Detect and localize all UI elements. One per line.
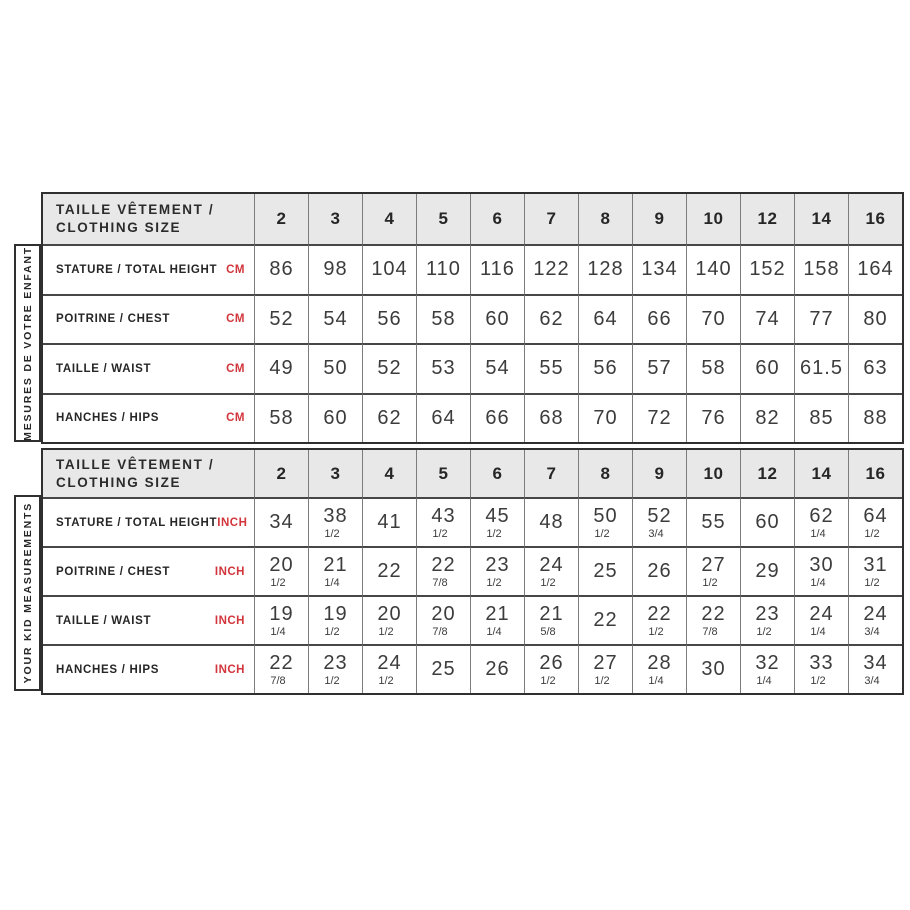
row-label-cell xyxy=(43,595,254,644)
unit-label: CM xyxy=(226,412,245,425)
value-cell xyxy=(578,644,632,693)
value-text: 50 xyxy=(323,357,348,380)
value-cell xyxy=(632,497,686,546)
value-cell xyxy=(524,244,578,294)
value-text: 52 xyxy=(269,307,294,330)
unit-label: INCH xyxy=(214,565,245,578)
value-cell xyxy=(362,546,416,595)
value-text: 22 xyxy=(377,560,402,582)
value-cell xyxy=(308,546,362,595)
unit-label: INCH xyxy=(214,663,245,676)
size-column-header: 14 xyxy=(794,194,848,244)
row-label-cell xyxy=(43,497,254,546)
value-text: 60 xyxy=(755,357,780,380)
value-cell xyxy=(686,343,740,393)
value-cell xyxy=(362,294,416,344)
value-text: 33 1/2 xyxy=(809,652,834,687)
value-text: 30 xyxy=(701,658,726,680)
value-text: 164 xyxy=(857,258,894,281)
value-cell xyxy=(578,497,632,546)
value-cell xyxy=(362,595,416,644)
value-text: 60 xyxy=(323,406,348,429)
size-column-header: 5 xyxy=(416,194,470,244)
size-column-header: 9 xyxy=(632,450,686,497)
value-cell xyxy=(308,393,362,443)
value-fraction: 1/4 xyxy=(756,675,772,687)
value-cell xyxy=(794,294,848,344)
value-text: 27 1/2 xyxy=(593,652,618,687)
value-text: 43 1/2 xyxy=(431,505,456,540)
value-cell xyxy=(686,546,740,595)
value-text: 22 xyxy=(593,609,618,631)
value-text: 58 xyxy=(431,307,456,330)
value-text: 19 1/2 xyxy=(323,603,348,638)
measurement-label: TAILLE / WAIST xyxy=(56,614,152,627)
value-cell xyxy=(632,546,686,595)
value-text: 85 xyxy=(809,406,834,429)
value-text: 26 xyxy=(647,560,672,582)
value-text: 34 xyxy=(269,511,294,533)
value-text: 30 1/4 xyxy=(809,554,834,589)
measurement-label: POITRINE / CHEST xyxy=(56,565,171,578)
unit-label: CM xyxy=(226,313,245,326)
value-text: 68 xyxy=(539,406,564,429)
size-column-header: 2 xyxy=(254,450,308,497)
value-text: 70 xyxy=(701,307,726,330)
row-label-cell xyxy=(43,294,254,344)
size-column-header: 3 xyxy=(308,194,362,244)
value-cell xyxy=(416,546,470,595)
value-cell xyxy=(524,343,578,393)
value-text: 23 1/2 xyxy=(485,554,510,589)
value-text: 28 1/4 xyxy=(647,652,672,687)
value-text: 22 7/8 xyxy=(269,652,294,687)
value-cell xyxy=(416,595,470,644)
value-text: 34 3/4 xyxy=(863,652,888,687)
header-line1: TAILLE VÊTEMENT / xyxy=(56,456,215,472)
unit-label: INCH xyxy=(214,614,245,627)
value-text: 72 xyxy=(647,406,672,429)
measurement-label: HANCHES / HIPS xyxy=(56,663,160,676)
value-cell xyxy=(308,595,362,644)
value-cell xyxy=(740,343,794,393)
row-label-cell xyxy=(43,393,254,443)
value-text: 25 xyxy=(593,560,618,582)
value-text: 70 xyxy=(593,406,618,429)
value-text: 55 xyxy=(701,511,726,533)
value-text: 20 7/8 xyxy=(431,603,456,638)
measurement-label: HANCHES / HIPS xyxy=(56,412,160,425)
value-text: 23 1/2 xyxy=(323,652,348,687)
value-text: 66 xyxy=(647,307,672,330)
size-column-header: 16 xyxy=(848,450,902,497)
value-text: 86 xyxy=(269,258,294,281)
value-text: 64 xyxy=(593,307,618,330)
value-cell xyxy=(524,595,578,644)
value-text: 158 xyxy=(803,258,840,281)
value-text: 58 xyxy=(701,357,726,380)
unit-label: CM xyxy=(226,362,245,375)
row-label-cell xyxy=(43,546,254,595)
value-cell xyxy=(686,294,740,344)
size-column-header: 7 xyxy=(524,450,578,497)
value-cell xyxy=(632,595,686,644)
value-text: 23 1/2 xyxy=(755,603,780,638)
value-fraction: 1/4 xyxy=(648,675,664,687)
value-cell xyxy=(470,595,524,644)
value-text: 64 xyxy=(431,406,456,429)
header-line2: CLOTHING SIZE xyxy=(56,220,182,235)
size-column-header: 2 xyxy=(254,194,308,244)
value-cell xyxy=(362,497,416,546)
value-cell xyxy=(254,244,308,294)
value-cell xyxy=(686,393,740,443)
value-text: 66 xyxy=(485,406,510,429)
value-fraction: 1/2 xyxy=(594,528,610,540)
value-cell xyxy=(794,595,848,644)
size-column-header: 10 xyxy=(686,194,740,244)
size-column-header: 6 xyxy=(470,194,524,244)
value-cell xyxy=(308,294,362,344)
size-column-header: 8 xyxy=(578,194,632,244)
value-cell xyxy=(470,497,524,546)
value-text: 24 1/2 xyxy=(377,652,402,687)
value-fraction: 1/2 xyxy=(594,675,610,687)
inch-section xyxy=(41,448,904,695)
value-cell xyxy=(308,244,362,294)
value-fraction: 1/2 xyxy=(324,675,340,687)
value-text: 128 xyxy=(587,258,624,281)
value-text: 116 xyxy=(480,258,515,281)
value-text: 77 xyxy=(809,307,834,330)
value-cell xyxy=(254,595,308,644)
row-label-cell xyxy=(43,644,254,693)
value-cell xyxy=(254,343,308,393)
value-cell xyxy=(362,343,416,393)
value-cell xyxy=(470,393,524,443)
header-line1: TAILLE VÊTEMENT / xyxy=(56,202,215,218)
size-column-header: 7 xyxy=(524,194,578,244)
value-fraction: 1/2 xyxy=(378,626,394,638)
value-cell xyxy=(794,343,848,393)
measurement-label: TAILLE / WAIST xyxy=(56,362,152,375)
value-text: 76 xyxy=(701,406,726,429)
value-fraction: 1/2 xyxy=(702,577,718,589)
value-text: 29 xyxy=(755,560,780,582)
value-text: 52 xyxy=(377,357,402,380)
value-text: 50 1/2 xyxy=(593,505,618,540)
value-cell xyxy=(632,244,686,294)
value-cell xyxy=(632,343,686,393)
side-label-box-inch xyxy=(14,495,41,691)
value-text: 122 xyxy=(533,258,570,281)
value-cell xyxy=(740,393,794,443)
value-fraction: 1/2 xyxy=(540,675,556,687)
value-cell xyxy=(254,393,308,443)
value-cell xyxy=(686,244,740,294)
value-cell xyxy=(794,244,848,294)
value-cell xyxy=(578,595,632,644)
value-text: 60 xyxy=(755,511,780,533)
value-cell xyxy=(416,497,470,546)
value-cell xyxy=(416,343,470,393)
value-fraction: 1/2 xyxy=(810,675,826,687)
value-text: 24 1/4 xyxy=(809,603,834,638)
value-cell xyxy=(254,644,308,693)
value-fraction: 1/4 xyxy=(810,528,826,540)
value-text: 19 1/4 xyxy=(269,603,294,638)
value-cell xyxy=(578,546,632,595)
header-line2: CLOTHING SIZE xyxy=(56,474,182,490)
value-text: 38 1/2 xyxy=(323,505,348,540)
value-cell xyxy=(686,644,740,693)
value-cell xyxy=(632,644,686,693)
side-label-inch-text: YOUR KID MEASUREMENTS xyxy=(21,502,34,684)
value-fraction: 1/2 xyxy=(864,528,880,540)
row-label-cell xyxy=(43,343,254,393)
value-text: 27 1/2 xyxy=(701,554,726,589)
value-cell xyxy=(416,644,470,693)
value-cell xyxy=(524,393,578,443)
value-cell xyxy=(362,644,416,693)
value-text: 20 1/2 xyxy=(377,603,402,638)
value-text: 63 xyxy=(863,357,888,380)
value-fraction: 3/4 xyxy=(864,675,880,687)
value-text: 21 1/4 xyxy=(323,554,348,589)
value-cell xyxy=(848,595,902,644)
value-cell xyxy=(848,546,902,595)
value-text: 62 xyxy=(539,307,564,330)
size-column-header: 16 xyxy=(848,194,902,244)
value-fraction: 1/2 xyxy=(324,626,340,638)
value-cell xyxy=(794,546,848,595)
value-cell xyxy=(686,595,740,644)
size-column-header: 4 xyxy=(362,194,416,244)
value-text: 25 xyxy=(431,658,456,680)
value-cell xyxy=(578,393,632,443)
value-fraction: 1/2 xyxy=(432,528,448,540)
value-cell xyxy=(848,343,902,393)
value-fraction: 1/2 xyxy=(378,675,394,687)
value-cell xyxy=(362,244,416,294)
value-cell xyxy=(578,244,632,294)
size-column-header: 12 xyxy=(740,194,794,244)
value-text: 82 xyxy=(755,406,780,429)
size-column-header: 3 xyxy=(308,450,362,497)
value-cell xyxy=(794,644,848,693)
side-label-box-cm xyxy=(14,244,41,442)
value-text: 32 1/4 xyxy=(755,652,780,687)
value-fraction: 1/4 xyxy=(810,626,826,638)
value-fraction: 1/2 xyxy=(486,577,502,589)
size-column-header: 4 xyxy=(362,450,416,497)
value-text: 58 xyxy=(269,406,294,429)
side-label-cm-text: MESURES DE VOTRE ENFANT xyxy=(21,245,34,441)
value-fraction: 1/2 xyxy=(324,528,340,540)
value-text: 64 1/2 xyxy=(863,505,888,540)
value-cell xyxy=(308,343,362,393)
value-fraction: 1/2 xyxy=(756,626,772,638)
value-text: 62 1/4 xyxy=(809,505,834,540)
value-cell xyxy=(686,497,740,546)
value-fraction: 1/4 xyxy=(324,577,340,589)
size-column-header: 8 xyxy=(578,450,632,497)
value-fraction: 1/4 xyxy=(486,626,502,638)
value-text: 22 7/8 xyxy=(701,603,726,638)
value-text: 20 1/2 xyxy=(269,554,294,589)
size-column-header: 9 xyxy=(632,194,686,244)
value-cell xyxy=(416,244,470,294)
value-cell xyxy=(848,393,902,443)
value-fraction: 5/8 xyxy=(540,626,556,638)
value-cell xyxy=(848,644,902,693)
value-fraction: 3/4 xyxy=(648,528,664,540)
value-text: 24 3/4 xyxy=(863,603,888,638)
value-fraction: 1/2 xyxy=(486,528,502,540)
value-text: 53 xyxy=(431,357,456,380)
value-cell xyxy=(578,343,632,393)
value-text: 49 xyxy=(269,357,294,380)
value-text: 60 xyxy=(485,307,510,330)
size-column-header: 6 xyxy=(470,450,524,497)
value-cell xyxy=(416,294,470,344)
value-cell xyxy=(524,497,578,546)
value-cell xyxy=(740,244,794,294)
value-fraction: 3/4 xyxy=(864,626,880,638)
value-cell xyxy=(362,393,416,443)
value-text: 41 xyxy=(377,511,402,533)
size-column-header: 12 xyxy=(740,450,794,497)
value-text: 31 1/2 xyxy=(863,554,888,589)
value-cell xyxy=(740,497,794,546)
value-cell xyxy=(740,546,794,595)
size-column-header: 5 xyxy=(416,450,470,497)
value-text: 98 xyxy=(323,258,348,281)
value-cell xyxy=(254,497,308,546)
value-cell xyxy=(254,546,308,595)
cm-section xyxy=(41,192,904,444)
clothing-size-header-inch xyxy=(43,450,254,497)
measurement-label: STATURE / TOTAL HEIGHT xyxy=(56,263,218,276)
value-fraction: 7/8 xyxy=(270,675,286,687)
value-text: 54 xyxy=(485,357,510,380)
value-cell xyxy=(470,644,524,693)
value-cell xyxy=(848,294,902,344)
value-text: 61.5 xyxy=(800,357,843,380)
value-fraction: 7/8 xyxy=(432,626,448,638)
value-text: 134 xyxy=(641,258,678,281)
value-fraction: 1/4 xyxy=(270,626,286,638)
value-text: 45 1/2 xyxy=(485,505,510,540)
value-cell xyxy=(848,497,902,546)
value-cell xyxy=(524,546,578,595)
value-text: 56 xyxy=(377,307,402,330)
measurement-label: POITRINE / CHEST xyxy=(56,313,171,326)
value-cell xyxy=(632,393,686,443)
value-text: 62 xyxy=(377,406,402,429)
value-text: 22 1/2 xyxy=(647,603,672,638)
value-cell xyxy=(578,294,632,344)
value-cell xyxy=(524,644,578,693)
unit-label: CM xyxy=(226,263,245,276)
value-fraction: 1/2 xyxy=(270,577,286,589)
value-cell xyxy=(740,595,794,644)
row-label-cell xyxy=(43,244,254,294)
value-text: 152 xyxy=(749,258,786,281)
value-text: 26 1/2 xyxy=(539,652,564,687)
value-fraction: 1/4 xyxy=(810,577,826,589)
value-cell xyxy=(470,343,524,393)
value-text: 140 xyxy=(695,258,732,281)
value-text: 52 3/4 xyxy=(647,505,672,540)
value-cell xyxy=(308,644,362,693)
value-text: 21 5/8 xyxy=(539,603,564,638)
value-cell xyxy=(470,546,524,595)
value-fraction: 7/8 xyxy=(432,577,448,589)
value-text: 104 xyxy=(371,258,408,281)
value-cell xyxy=(794,393,848,443)
value-text: 110 xyxy=(426,258,461,281)
value-cell xyxy=(848,244,902,294)
value-cell xyxy=(308,497,362,546)
value-text: 21 1/4 xyxy=(485,603,510,638)
value-fraction: 1/2 xyxy=(540,577,556,589)
value-text: 88 xyxy=(863,406,888,429)
value-text: 24 1/2 xyxy=(539,554,564,589)
value-text: 55 xyxy=(539,357,564,380)
clothing-size-header-cm xyxy=(43,194,254,244)
value-text: 57 xyxy=(647,357,672,380)
value-text: 56 xyxy=(593,357,618,380)
value-fraction: 1/2 xyxy=(648,626,664,638)
value-cell xyxy=(632,294,686,344)
value-text: 22 7/8 xyxy=(431,554,456,589)
value-text: 80 xyxy=(863,307,888,330)
value-text: 26 xyxy=(485,658,510,680)
size-column-header: 14 xyxy=(794,450,848,497)
value-cell xyxy=(470,294,524,344)
value-cell xyxy=(524,294,578,344)
value-fraction: 7/8 xyxy=(702,626,718,638)
unit-label: INCH xyxy=(217,516,248,529)
size-chart-table xyxy=(41,192,904,695)
value-cell xyxy=(794,497,848,546)
value-cell xyxy=(470,244,524,294)
value-cell xyxy=(254,294,308,344)
value-text: 48 xyxy=(539,511,564,533)
value-text: 54 xyxy=(323,307,348,330)
value-cell xyxy=(740,644,794,693)
value-text: 74 xyxy=(755,307,780,330)
size-column-header: 10 xyxy=(686,450,740,497)
value-fraction: 1/2 xyxy=(864,577,880,589)
measurement-label: STATURE / TOTAL HEIGHT xyxy=(56,516,218,529)
value-cell xyxy=(740,294,794,344)
value-cell xyxy=(416,393,470,443)
